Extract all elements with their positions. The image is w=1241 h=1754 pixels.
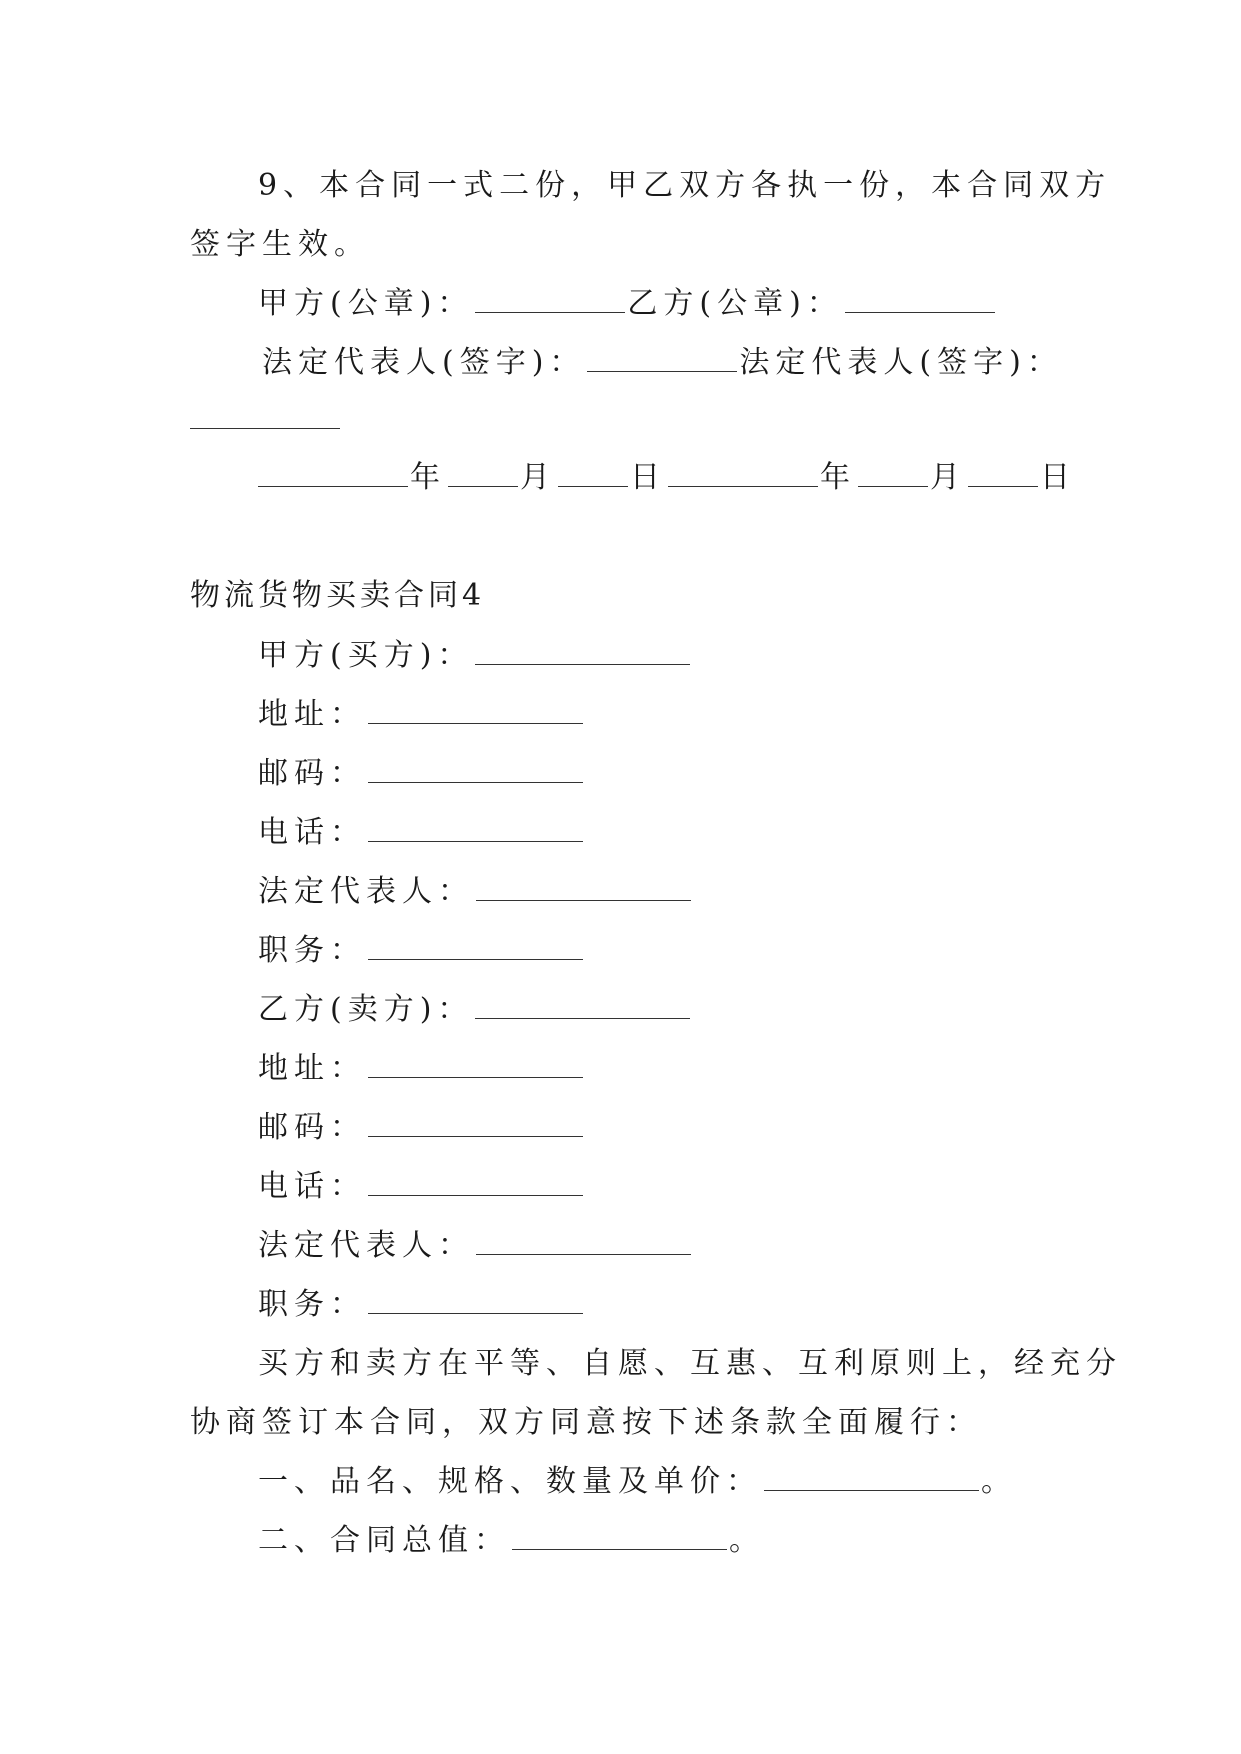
buyer-phone-label: 电话： <box>258 815 366 850</box>
party-b-seal-blank[interactable] <box>845 284 995 313</box>
date-a-year-blank[interactable] <box>258 458 408 487</box>
date-line <box>258 458 1076 498</box>
seller-party-label: 乙方(卖方)： <box>258 992 474 1027</box>
item-2-blank[interactable] <box>512 1521 727 1550</box>
seller-postcode-blank[interactable] <box>368 1108 583 1137</box>
seller-legal-rep-row <box>258 1226 693 1266</box>
date-a-day-label: 日 <box>630 460 666 495</box>
seller-address-row <box>258 1049 585 1089</box>
buyer-phone-row <box>258 813 585 853</box>
date-a-year-label: 年 <box>410 460 446 495</box>
buyer-legal-rep-blank[interactable] <box>476 872 691 901</box>
seller-phone-row <box>258 1167 585 1207</box>
seller-address-blank[interactable] <box>368 1049 583 1078</box>
clause-9-line-2: 签字生效。 <box>190 227 370 262</box>
seller-phone-blank[interactable] <box>368 1167 583 1196</box>
seller-position-row <box>258 1285 585 1325</box>
buyer-postcode-blank[interactable] <box>368 754 583 783</box>
legal-rep-a-label: 法定代表人(签字)： <box>262 345 586 380</box>
buyer-party-label: 甲方(买方)： <box>258 638 474 673</box>
date-b-day-label: 日 <box>1040 460 1076 495</box>
item-2-row <box>258 1521 765 1561</box>
buyer-postcode-row <box>258 754 585 794</box>
seller-position-blank[interactable] <box>368 1285 583 1314</box>
seller-postcode-row <box>258 1108 585 1148</box>
contract-4-title: 物流货物买卖合同4 <box>190 578 486 613</box>
party-b-seal-label: 乙方(公章)： <box>627 286 843 321</box>
date-a-month-label: 月 <box>520 460 556 495</box>
item-2-label: 二、合同总值： <box>258 1523 510 1558</box>
date-a-month-blank[interactable] <box>448 458 518 487</box>
item-2-period: 。 <box>729 1523 765 1558</box>
item-1-row <box>258 1462 1017 1502</box>
seller-postcode-label: 邮码： <box>258 1110 366 1145</box>
buyer-position-row <box>258 931 585 971</box>
buyer-position-label: 职务： <box>258 933 366 968</box>
buyer-legal-rep-row <box>258 872 693 912</box>
seller-position-label: 职务： <box>258 1287 366 1322</box>
seller-legal-rep-blank[interactable] <box>476 1226 691 1255</box>
buyer-address-row <box>258 695 585 735</box>
date-b-year-blank[interactable] <box>668 458 818 487</box>
clause-9-line-1: 9、本合同一式二份，甲乙双方各执一份，本合同双方 <box>258 168 1112 203</box>
date-b-year-label: 年 <box>820 460 856 495</box>
buyer-position-blank[interactable] <box>368 931 583 960</box>
seller-party-row <box>258 990 692 1030</box>
date-b-month-label: 月 <box>930 460 966 495</box>
party-a-seal-blank[interactable] <box>475 284 625 313</box>
seller-address-label: 地址： <box>258 1051 366 1086</box>
seller-party-blank[interactable] <box>475 990 690 1019</box>
buyer-postcode-label: 邮码： <box>258 756 366 791</box>
legal-rep-b-label: 法定代表人(签字)： <box>739 345 1063 380</box>
buyer-party-blank[interactable] <box>475 636 690 665</box>
date-b-day-blank[interactable] <box>968 458 1038 487</box>
legal-rep-b-blank[interactable] <box>190 400 340 429</box>
party-a-seal-label: 甲方(公章)： <box>258 286 474 321</box>
seller-phone-label: 电话： <box>258 1169 366 1204</box>
legal-rep-signature-line <box>262 343 1063 383</box>
item-1-blank[interactable] <box>764 1462 979 1491</box>
date-b-month-blank[interactable] <box>858 458 928 487</box>
buyer-address-blank[interactable] <box>368 695 583 724</box>
intro-line-1: 买方和卖方在平等、自愿、互惠、互利原则上，经充分 <box>258 1346 1122 1381</box>
buyer-legal-rep-label: 法定代表人： <box>258 874 474 909</box>
intro-line-2: 协商签订本合同，双方同意按下述条款全面履行： <box>190 1405 982 1440</box>
legal-rep-a-blank[interactable] <box>587 343 737 372</box>
buyer-address-label: 地址： <box>258 697 366 732</box>
item-1-label: 一、品名、规格、数量及单价： <box>258 1464 762 1499</box>
seal-line <box>258 284 997 324</box>
legal-rep-b-blank-line <box>190 400 342 440</box>
buyer-party-row <box>258 636 692 676</box>
item-1-period: 。 <box>981 1464 1017 1499</box>
seller-legal-rep-label: 法定代表人： <box>258 1228 474 1263</box>
buyer-phone-blank[interactable] <box>368 813 583 842</box>
date-a-day-blank[interactable] <box>558 458 628 487</box>
